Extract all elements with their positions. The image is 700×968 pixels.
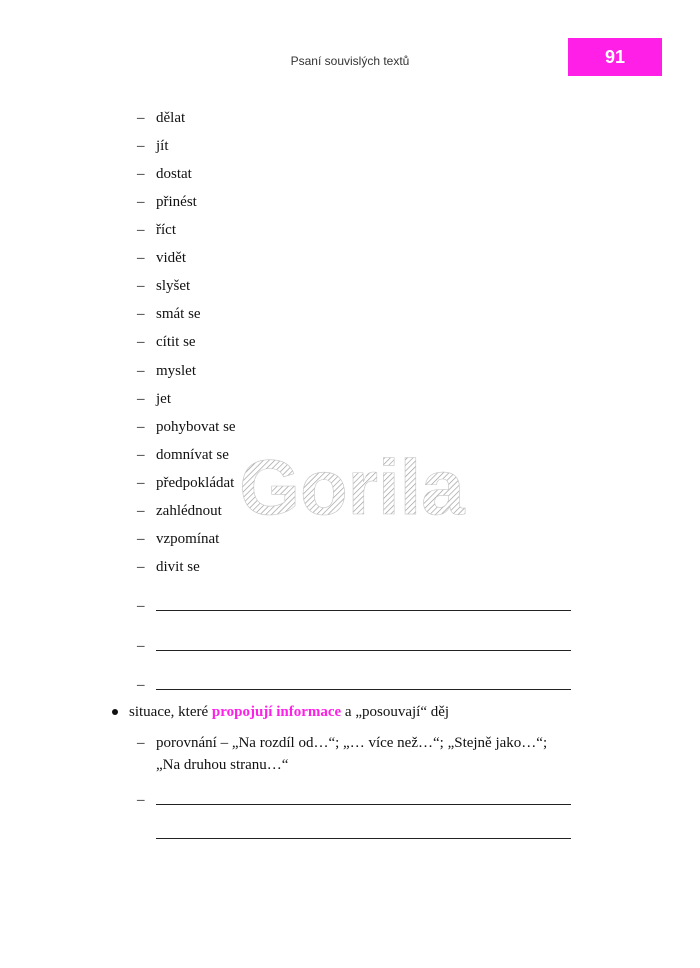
list-item — [137, 473, 234, 493]
dash: – — [137, 278, 145, 294]
dash: – — [137, 447, 145, 463]
answer-line[interactable] — [156, 804, 571, 805]
section-text — [129, 702, 449, 722]
list-item — [137, 417, 236, 437]
dash: – — [137, 735, 145, 751]
dash: – — [137, 531, 145, 547]
dash: – — [137, 503, 145, 519]
list-item-text: dělat — [156, 110, 186, 126]
list-item — [137, 304, 201, 324]
list-item-text: přinést — [156, 194, 197, 210]
list-item-text: pohybovat se — [156, 419, 236, 435]
dash: – — [137, 419, 145, 435]
list-item-text: slyšet — [156, 278, 191, 294]
answer-line[interactable] — [156, 610, 571, 611]
section-highlight: propojují informace — [211, 704, 342, 720]
comparison-item — [137, 732, 571, 776]
dash: – — [137, 363, 145, 379]
list-item-text: dostat — [156, 166, 192, 182]
list-item-text: domnívat se — [156, 447, 229, 463]
list-item-text: cítit se — [156, 334, 196, 350]
page-number: 91 — [568, 38, 662, 76]
answer-line[interactable] — [156, 689, 571, 690]
fill-in-item — [137, 596, 571, 616]
list-item — [137, 332, 196, 352]
dash: – — [137, 306, 145, 322]
running-head: Psaní souvislých textů — [290, 54, 410, 68]
dash: – — [137, 138, 145, 154]
section-bullet — [112, 702, 449, 722]
list-item-text: smát se — [156, 306, 201, 322]
list-item — [137, 389, 171, 409]
list-item-text: vzpomínat — [156, 531, 220, 547]
list-item-text: vidět — [156, 250, 186, 266]
list-item — [137, 164, 192, 184]
answer-line[interactable] — [156, 838, 571, 839]
list-item — [137, 192, 197, 212]
list-item — [137, 276, 190, 296]
list-item — [137, 501, 222, 521]
gorila-watermark — [232, 446, 472, 526]
dash: – — [137, 194, 145, 210]
fill-in-item — [137, 675, 571, 695]
section-text-after: a „posouvají“ děj — [344, 704, 450, 720]
dash: – — [137, 792, 145, 808]
list-item — [137, 220, 176, 240]
dash: – — [137, 391, 145, 407]
dash: – — [137, 222, 145, 238]
dash: – — [137, 638, 145, 654]
comparison-text: porovnání – „Na rozdíl od…“; „… více než…“; „Stejně jako…“; „Na druhou stranu…“ — [156, 735, 548, 773]
list-item — [137, 248, 186, 268]
list-item-text: myslet — [156, 363, 196, 379]
list-item — [137, 529, 219, 549]
fill-in-item — [137, 790, 571, 810]
list-item-text: předpokládat — [156, 475, 235, 491]
section-text-before: situace, které — [129, 704, 209, 720]
dash: – — [137, 166, 145, 182]
dash: – — [137, 475, 145, 491]
list-item — [137, 136, 169, 156]
bullet-icon — [112, 709, 118, 715]
list-item-text: divit se — [156, 559, 200, 575]
dash: – — [137, 598, 145, 614]
list-item-text: jít — [156, 138, 169, 154]
answer-line[interactable] — [156, 650, 571, 651]
list-item-text: jet — [156, 391, 171, 407]
list-item — [137, 445, 229, 465]
list-item — [137, 557, 200, 577]
list-item — [137, 361, 196, 381]
dash: – — [137, 110, 145, 126]
fill-in-item — [137, 636, 571, 656]
dash: – — [137, 559, 145, 575]
dash: – — [137, 677, 145, 693]
list-item-text: říct — [156, 222, 176, 238]
dash: – — [137, 334, 145, 350]
list-item — [137, 108, 185, 128]
dash: – — [137, 250, 145, 266]
watermark-text: Gorila — [239, 446, 465, 526]
list-item-text: zahlédnout — [156, 503, 222, 519]
